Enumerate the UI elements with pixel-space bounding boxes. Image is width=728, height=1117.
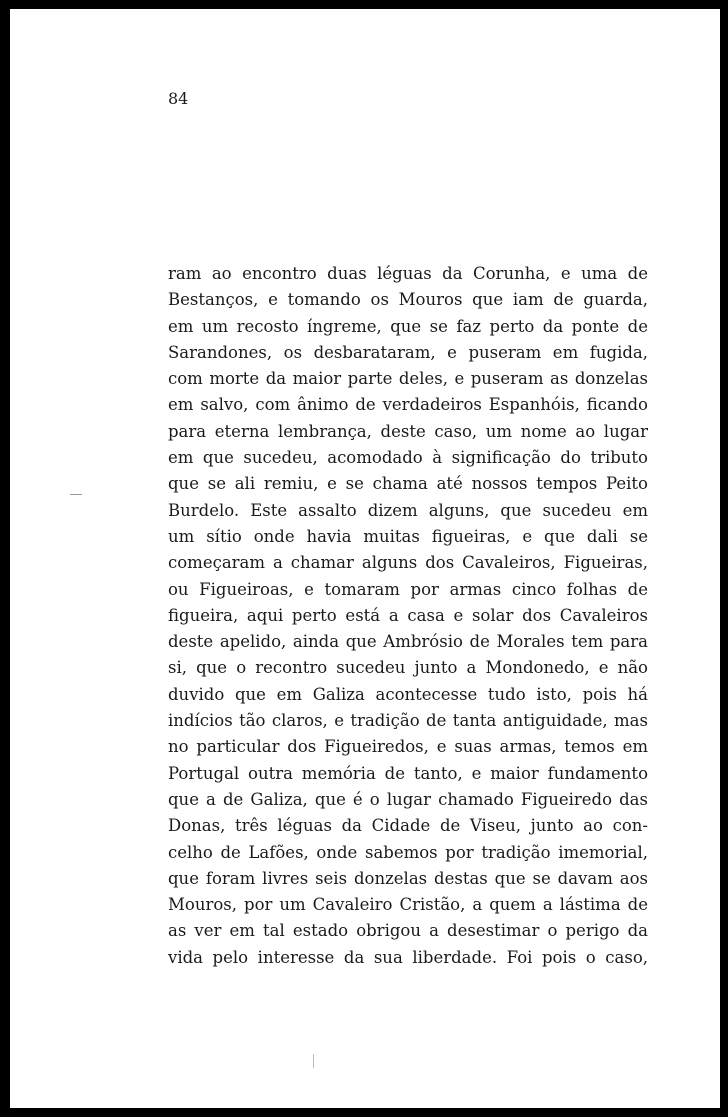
text-line: figueira, aqui perto está a casa e solar dos Cavaleiros [168, 605, 648, 625]
text-line: Bestanços, e tomando os Mouros que iam de guarda, [168, 290, 648, 310]
text-line: ram ao encontro duas léguas da Corunha, e uma de [168, 264, 648, 283]
text-line: que foram livres seis donzelas destas que se davam aos [168, 868, 648, 888]
text-line: duvido que em Galiza acontecesse tudo isto, pois há [168, 684, 648, 704]
text-line: celho de Lafões, onde sabemos por tradição imemorial, [168, 842, 648, 862]
body-text [168, 261, 648, 971]
margin-mark [70, 494, 82, 495]
text-line: Portugal outra memória de tanto, e maior fundamento [168, 763, 648, 783]
text-line: começaram a chamar alguns dos Cavaleiros, Figueiras, [168, 553, 648, 573]
text-line: Sarandones, os desbarataram, e puseram em fugida, [168, 342, 648, 362]
text-line: em que sucedeu, acomodado à significação do tributo [168, 448, 648, 468]
text-line: indícios tão claros, e tradição de tanta antiguidade, mas [168, 711, 648, 731]
scan-mark [313, 1054, 314, 1068]
text-line: vida pelo interesse da sua liberdade. Foi pois o caso, [168, 947, 648, 967]
text-line: Donas, três léguas da Cidade de Viseu, junto ao con- [168, 816, 648, 836]
text-line: que a de Galiza, que é o lugar chamado Figueiredo das [168, 789, 648, 809]
page-number: 84 [168, 89, 189, 108]
book-page [10, 9, 720, 1108]
text-line: Burdelo. Este assalto dizem alguns, que sucedeu em [168, 500, 648, 520]
text-line: com morte da maior parte deles, e puseram as donzelas [168, 369, 648, 389]
text-line: que se ali remiu, e se chama até nossos tempos Peito [168, 474, 648, 494]
text-line: um sítio onde havia muitas figueiras, e que dali se [168, 526, 648, 546]
text-line: ou Figueiroas, e tomaram por armas cinco folhas de [168, 579, 648, 599]
text-line: no particular dos Figueiredos, e suas armas, temos em [168, 737, 648, 757]
text-line: si, que o recontro sucedeu junto a Mondonedo, e não [168, 658, 648, 678]
text-line: Mouros, por um Cavaleiro Cristão, a quem a lástima de [168, 895, 648, 915]
text-line: deste apelido, ainda que Ambrósio de Morales tem para [168, 632, 648, 652]
text-line: em um recosto íngreme, que se faz perto da ponte de [168, 316, 648, 336]
text-line: para eterna lembrança, deste caso, um nome ao lugar [168, 421, 648, 441]
text-line: as ver em tal estado obrigou a desestimar o perigo da [168, 921, 648, 941]
text-line: em salvo, com ânimo de verdadeiros Espanhóis, ficando [168, 395, 648, 415]
